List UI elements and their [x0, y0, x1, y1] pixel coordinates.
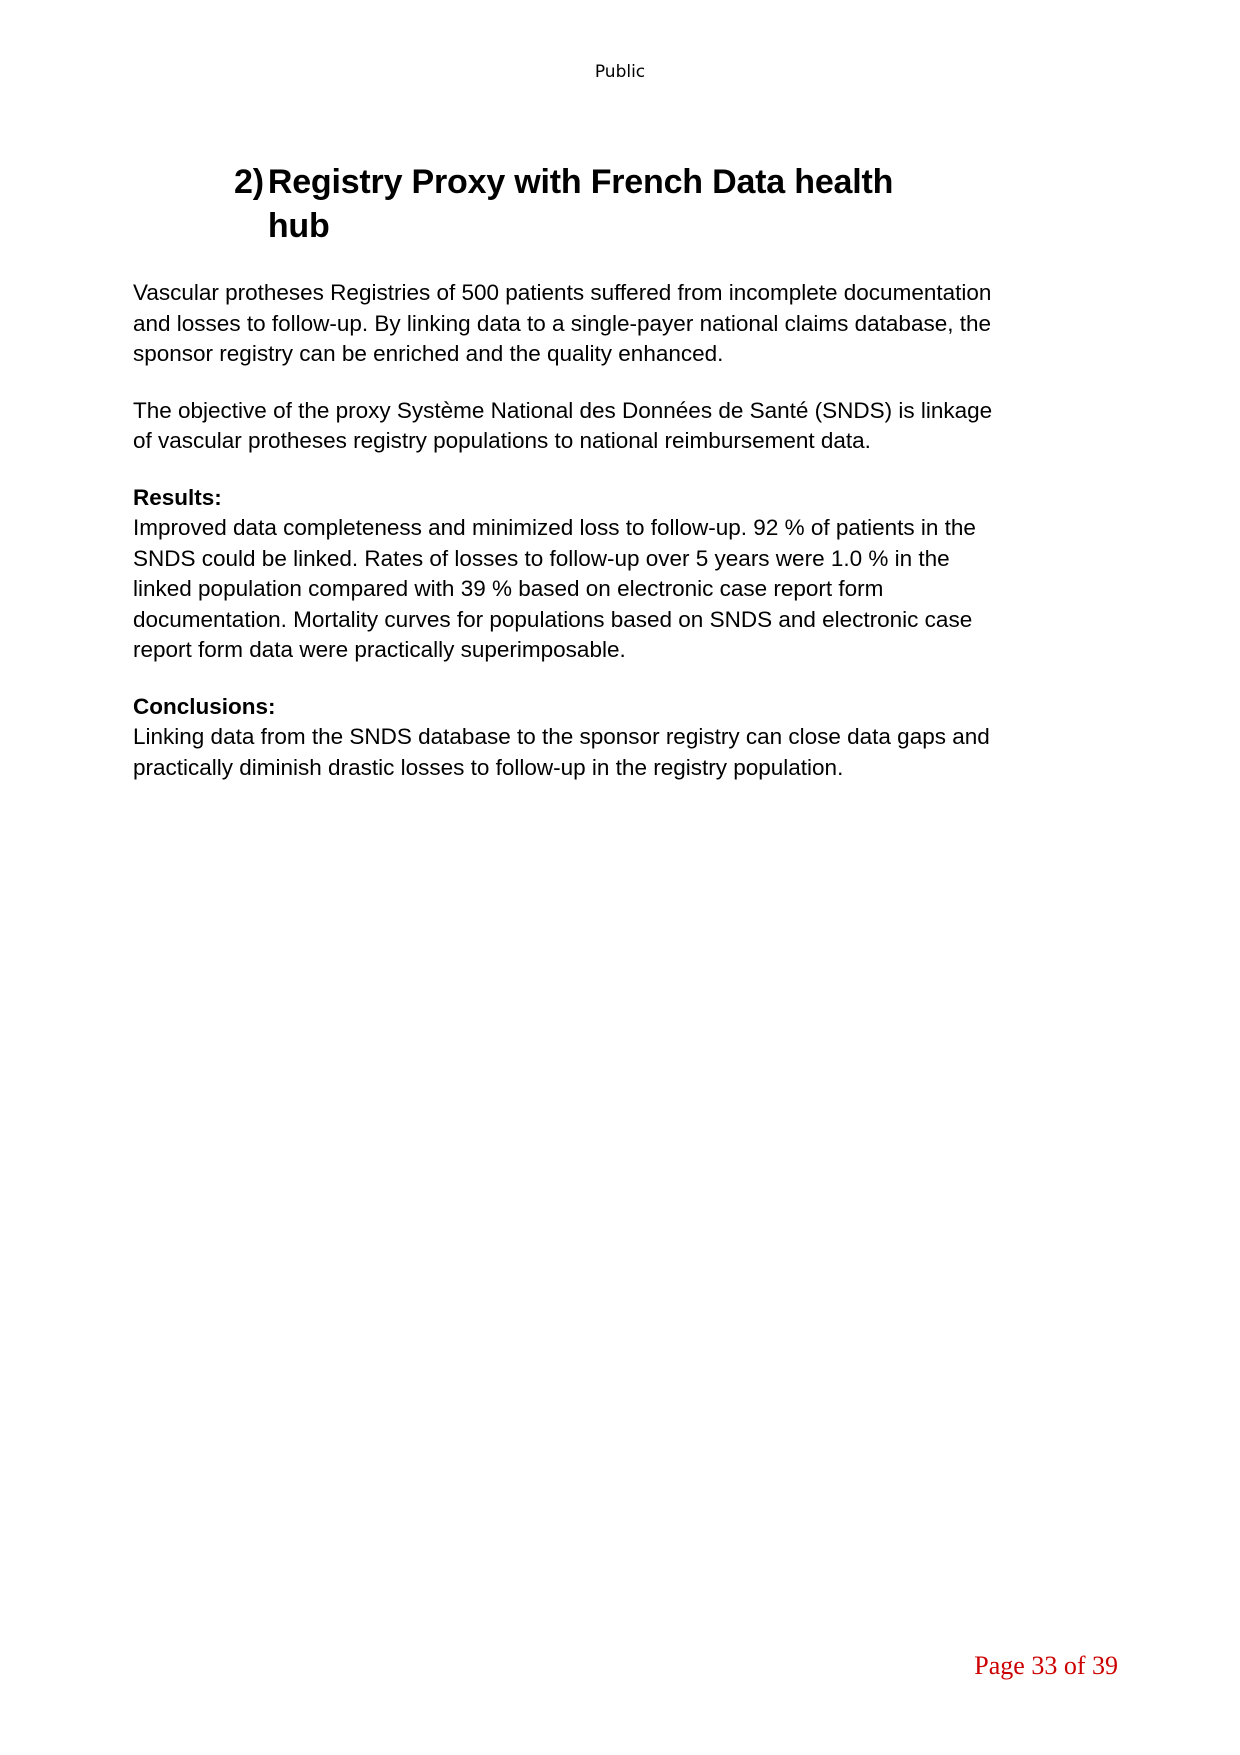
heading-number: 2) [234, 163, 264, 201]
results-heading: Results: [133, 484, 222, 510]
page-number-footer: Page 33 of 39 [974, 1651, 1118, 1680]
paragraph-objective: The objective of the proxy Système National des Données de Santé (SNDS) is linkage of vascular protheses registry populations to national reimbursement data. [133, 397, 993, 453]
conclusions-heading: Conclusions: [133, 693, 276, 719]
page-header-label: Public [594, 62, 646, 82]
heading-text: Registry Proxy with French Data health hub [267, 163, 894, 245]
paragraph-results: Improved data completeness and minimized loss to follow-up. 92 % of patients in the SNDS could be linked. Rates of losses to follow-up over 5 years were 1.0 % in the linked population compared with 39 % based on electronic case report form documentation. Mortality curves for populations based on SNDS and electronic case report form data were practically superimposable. [133, 515, 976, 662]
page-title [133, 160, 1003, 248]
document-content [133, 160, 1003, 783]
paragraph-conclusions: Linking data from the SNDS database to the sponsor registry can close data gaps and practically diminish drastic losses to follow-up in the registry population. [133, 724, 990, 780]
paragraph-background: Vascular protheses Registries of 500 patients suffered from incomplete documentation and losses to follow-up. By linking data to a single-payer national claims database, the sponsor registry can be enriched and the quality enhanced. [133, 280, 992, 366]
